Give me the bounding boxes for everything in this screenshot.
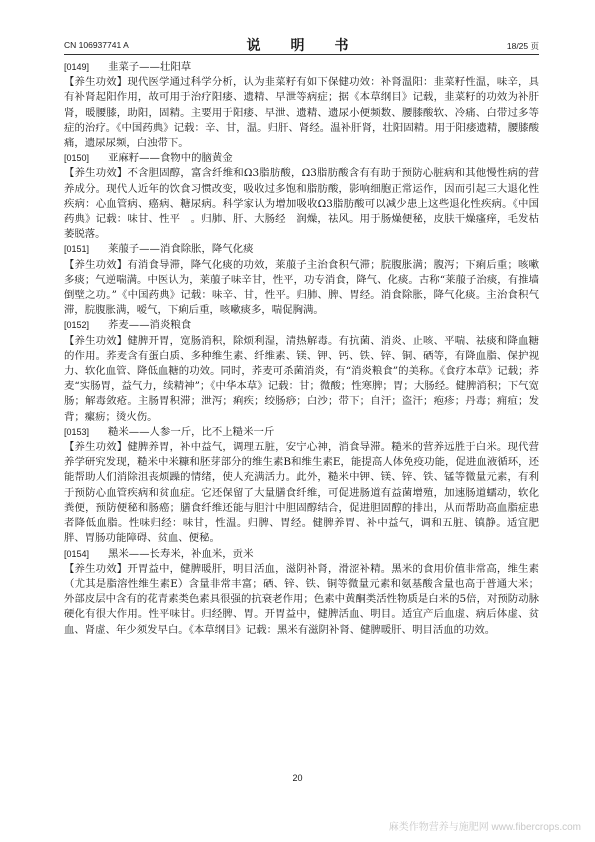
page-counter: 18/25 页 bbox=[506, 41, 539, 51]
document-title: 说 明 书 bbox=[246, 38, 357, 54]
entry-paragraph: 【养生功效】有消食导滞，降气化痰的功效，莱菔子主治食积气滞；脘腹胀满；腹泻；下痢后重；咳嗽多痰；气逆喘满。中医认为，莱菔子味辛甘，性平，功专消食，降气、化痰。古称“莱菔子治痰，有推墙倒壁之功。”《中国药典》记载：味辛、甘，性平。归肺、脾、胃经。消食除胀，降气化痰。主治食积气滞，脘腹胀满，嗳气，下痢后重，咳嗽痰多，喘促胸满。 bbox=[64, 258, 539, 317]
entry-paragraph: 【养生功效】健脾养胃，补中益气，调理五脏，安宁心神，消食导滞。糙米的营养远胜于白米。现代营养学研究发现，糙米中米糠和胚芽部分的维生素B和维生素E，能提高人体免疫功能，促进血液循环，还能帮助人们消除沮丧烦躁的情绪，使人充满活力。此外，糙米中钾、镁、锌、铁、锰等微量元素，有利于预防心血管疾病和贫血症。它还保留了大量膳食纤维，可促进肠道有益菌增殖，加速肠道蠕动，软化粪便，预防便秘和肠癌；膳食纤维还能与胆汁中胆固醇结合，促进胆固醇的排出，从而帮助高血脂症患者降低血脂。性味归经：味甘，性温。归脾、胃经。健脾养胃、补中益气，调和五脏、镇静。适宜肥胖、胃肠功能障碍、贫血、便秘。 bbox=[64, 441, 539, 545]
paragraph-number: [0151] bbox=[64, 244, 90, 255]
entry-0154 bbox=[64, 547, 539, 638]
document-body bbox=[64, 60, 539, 638]
header-rule bbox=[64, 54, 539, 55]
page-header bbox=[64, 36, 539, 54]
entry-paragraph: 【养生功效】开胃益中，健脾暖肝，明目活血，滋阴补肾，滑涩补精。黑米的食用价值非常高，维生素（尤其是脂溶性维生素E）含量非常丰富；硒、锌、铁、铜等微量元素和氨基酸含量也高于普通大米；外部皮层中含有的花青素类色素具很强的抗衰老作用；色素中黄酮类活性物质是白米的5倍，对预防动脉硬化有很大作用。性平味甘。归经脾、胃。开胃益中，健脾活血、明目。适宜产后血虚、病后体虚、贫血、肾虚、年少须发早白。《本草纲目》记载：黑米有滋阴补肾、健脾暖肝、明目活血的功效。 bbox=[64, 562, 539, 636]
entry-heading bbox=[64, 242, 539, 257]
website-watermark: 麻类作物营养与施肥网 www.fibercrops.com bbox=[388, 822, 581, 833]
entry-paragraph: 【养生功效】健脾开胃，宽肠消积，除烦利湿，清热解毒。有抗菌、消炎、止咳、平喘、祛痰和降血糖的作用。荞麦含有蛋白质、多种维生素、纤维素、镁、钾、钙、铁、锌、铜、硒等，有降血脂、保护视力、软化血管、降低血糖的功效。同时，荞麦可杀菌消炎，有“消炎粮食”的美称。《食疗本草》记载；荞麦“实肠胃，益气力，续精神”；《中华本草》记载：甘；微酸；性寒脾；胃；大肠经。健脾消积；下气宽肠；解毒敛疮。主肠胃积滞；泄泻；痢疾；绞肠痧；白沙；带下；自汗；盗汗；疱疹；丹毒；痈疽；发背；瘰疬；烫火伤。 bbox=[64, 334, 539, 423]
entry-heading bbox=[64, 60, 539, 75]
entry-heading bbox=[64, 318, 539, 333]
entry-0151 bbox=[64, 242, 539, 318]
entry-title: 荞麦——消炎粮食 bbox=[108, 319, 192, 332]
paragraph-number: [0154] bbox=[64, 548, 90, 559]
entry-0149 bbox=[64, 60, 539, 151]
page-number: 20 bbox=[292, 773, 303, 783]
entry-0152 bbox=[64, 318, 539, 424]
entry-paragraph: 【养生功效】不含胆固醇，富含纤维和Ω3脂肪酸，Ω3脂肪酸含有有助于预防心脏病和其他慢性病的营养成分。现代人近年的饮食习惯改变，吸收过多饱和脂肪酸，影响细胞正常运作，因而引起三大退化性疾病：心血管病、癌病、糖尿病。科学家认为增加吸收Ω3脂肪酸可以减少患上这些退化性疾病。《中国药典》记载：味甘、性平 。归肺、肝、大肠经 润燥，祛风。用于肠燥便秘，皮肤干燥瘙痒，毛发枯萎脱落。 bbox=[64, 167, 539, 241]
entry-title: 韭菜子——壮阳草 bbox=[108, 61, 192, 73]
paragraph-number: [0152] bbox=[64, 320, 90, 331]
patent-number: CN 106937741 A bbox=[64, 40, 129, 50]
entry-heading bbox=[64, 547, 539, 562]
paragraph-number: [0153] bbox=[64, 426, 90, 437]
entry-title: 黑米——长寿米，补血米，贡米 bbox=[108, 547, 254, 560]
paragraph-number: [0150] bbox=[64, 153, 90, 164]
entry-heading bbox=[64, 151, 539, 166]
entry-0150 bbox=[64, 151, 539, 242]
entry-paragraph: 【养生功效】现代医学通过科学分析，认为韭菜籽有如下保健功效：补肾温阳：韭菜籽性温，味辛，具有补肾起阳作用，故可用于治疗阳痿、遗精、早泄等病症；据《本草纲目》记载，韭菜籽的功效为补肝肾，暖腰膝，助阳，固精。主要用于阳痿、早泄、遗精、遗尿小便频数、腰膝酸软、冷痛、白带过多等症的治疗。《中国药典》记载：辛、甘，温。归肝、肾经。温补肝肾，壮阳固精。用于阳痿遗精，腰膝酸痛，遗尿尿频，白浊带下。 bbox=[64, 76, 539, 150]
entry-title: 莱菔子——消食除胀，降气化痰 bbox=[108, 243, 254, 256]
paragraph-number: [0149] bbox=[64, 62, 90, 72]
entry-0153 bbox=[64, 425, 539, 547]
entry-heading bbox=[64, 425, 539, 440]
entry-title: 亚麻籽——食物中的脑黄金 bbox=[108, 152, 233, 165]
entry-title: 糙米——人参一斤，比不上糙米一斤 bbox=[108, 425, 275, 438]
